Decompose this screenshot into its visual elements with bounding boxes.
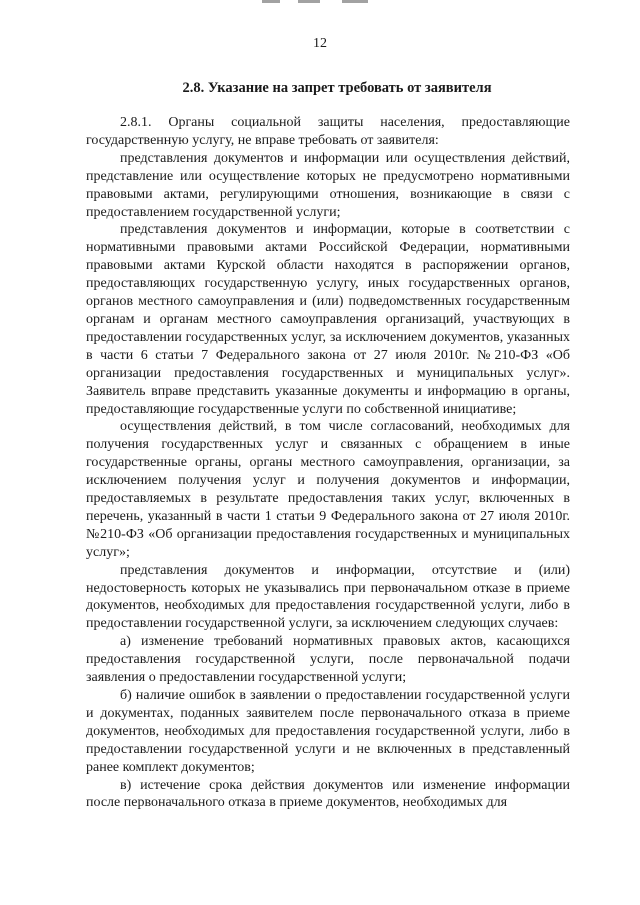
paragraph-item: представления документов и информации, которые в соответствии с нормативными правовыми актами Российской Федерации, нормативными правовыми актами Курской области находятся в распоряжении органов, предоставляющих государственную услугу, иных государственных органов, органов местного самоуправления и (или) подведомственных государственным органам и органам местного самоуправления организаций, участвующих в предоставлении государственных услуг, за исключением документов, указанных в части 6 статьи 7 Федерального закона от 27 июля 2010г. №210-ФЗ «Об организации предоставления государственных и муниципальных услуг». Заявитель вправе представить указанные документы и информацию в органы, предоставляющие государственные услуги по собственной инициативе; xyxy=(86,222,570,417)
paragraph-item: представления документов и информации или осуществления действий, представление или осуществление которых не предусмотрено нормативными правовыми актами, регулирующими отношения, возникающие в связи с предоставлением государственной услуги; xyxy=(86,150,570,220)
paragraph-item: представления документов и информации, отсутствие и (или) недостоверность которых не указывались при первоначальном отказе в приеме документов, необходимых для предоставления государственной услуги, либо в предоставлении государственной услуги, за исключением следующих случаев: xyxy=(86,562,570,632)
document-body xyxy=(86,114,570,812)
paragraph-case-a: а) изменение требований нормативных правовых актов, касающихся предоставления государственной услуги, после первоначальной подачи заявления о предоставлении государственной услуги; xyxy=(86,634,570,686)
section-heading: 2.8. Указание на запрет требовать от заявителя xyxy=(182,80,492,96)
page-number: 12 xyxy=(313,36,327,51)
paragraph-case-b: б) наличие ошибок в заявлении о предоставлении государственной услуги и документах, поданных заявителем после первоначального отказа в приеме документов, необходимых для предоставления государственной услуги, либо в предоставлении государственной услуги и не включенных в представленный ранее комплект документов; xyxy=(86,688,570,775)
paragraph-case-c: в) истечение срока действия документов или изменение информации после первоначального отказа в приеме документов, необходимых для xyxy=(86,777,570,811)
paragraph-item: осуществления действий, в том числе согласований, необходимых для получения государственных услуг и связанных с обращением в иные государственные органы, органы местного самоуправления, организации, за исключением получения услуг и получения документов и информации, предоставляемых в результате предоставления таких услуг, включенных в перечень, указанный в части 1 статьи 9 Федерального закона от 27 июля 2010г. №210-ФЗ «Об организации предоставления государственных и муниципальных услуг»; xyxy=(86,419,570,560)
paragraph-2-8-1: 2.8.1. Органы социальной защиты населения, предоставляющие государственную услугу, не вправе требовать от заявителя: xyxy=(86,115,570,148)
